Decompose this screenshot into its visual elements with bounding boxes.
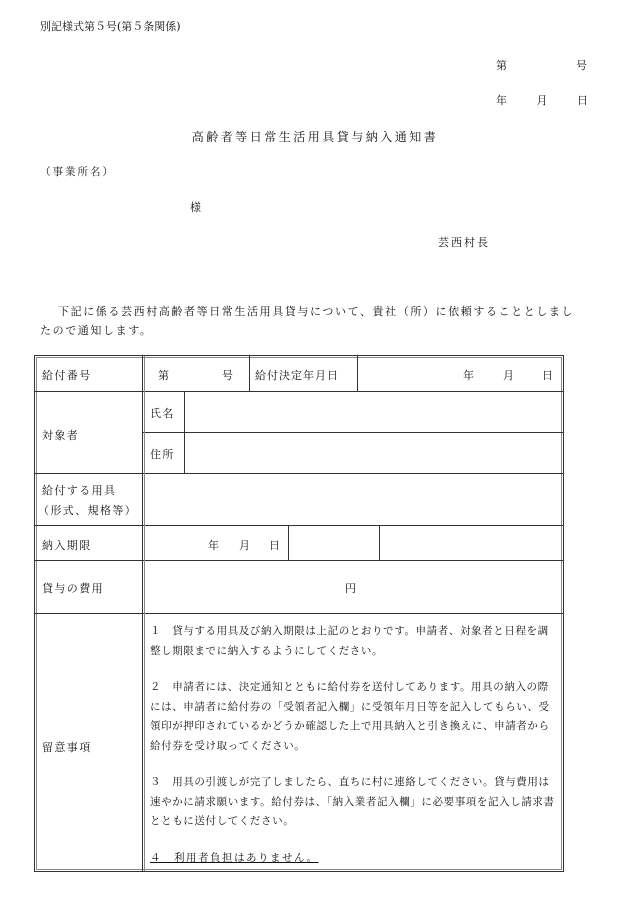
note-item-4: ４ 利用者負担はありません。: [150, 851, 319, 864]
decision-date-month: 月: [503, 369, 516, 382]
subject-label: 対象者: [42, 429, 80, 442]
decision-date-day: 日: [542, 369, 555, 382]
deadline-day: 日: [269, 539, 282, 552]
notes-list: [150, 622, 555, 885]
form-number: 別記様式第５号(第５条関係): [40, 20, 181, 33]
decision-date-label: 給付決定年月日: [255, 369, 339, 382]
name-label: 氏名: [150, 407, 175, 420]
doc-date-month: 月: [536, 94, 548, 107]
doc-date-day: 日: [577, 94, 588, 107]
cost-unit: 円: [345, 582, 358, 595]
note-item-2: ２ 申請者には、決定通知とともに給付券を送付してあります。用具の納入の際には、申請者に給付券の「受領者記入欄」に受領年月日等を記入してもらい、受領印が押印されているかどうか確認した上で用具納入と引き換えに、申請者から給付券を受け取ってください。: [150, 681, 550, 752]
intro-line-2: たので通知します。: [40, 324, 153, 337]
issuer-name: 芸西村長: [438, 236, 490, 249]
decision-date-year: 年: [463, 369, 476, 382]
document-number: [496, 57, 588, 73]
cost-label: 貸与の費用: [42, 582, 104, 595]
payment-number-dai: 第: [158, 369, 171, 382]
deadline-year: 年: [208, 539, 221, 552]
doc-number-go: 号: [576, 59, 588, 72]
notes-label: 留意事項: [42, 741, 92, 754]
address-label: 住所: [150, 448, 175, 461]
equipment-spec-label: （形式、規格等）: [38, 504, 138, 517]
doc-number-dai: 第: [496, 59, 508, 72]
note-item-1: １ 貸与する用具及び納入期限は上記のとおりです。申請者、対象者と日程を調整し期限までに納入するようにしてください。: [150, 625, 549, 657]
intro-paragraph: [40, 302, 592, 340]
honorific: 様: [190, 201, 201, 214]
payment-number-go: 号: [222, 369, 235, 382]
office-name: （事業所名）: [40, 166, 115, 178]
doc-date-year: 年: [496, 94, 507, 107]
deadline-label: 納入期限: [42, 539, 92, 552]
intro-line-1: 下記に係る芸西村高齢者等日常生活用具貸与について、貴社（所）に依頼することとしまし: [58, 305, 575, 318]
equipment-label: 給付する用具: [42, 484, 117, 497]
page-title: 高齢者等日常生活用具貸与納入通知書: [191, 130, 439, 144]
deadline-month: 月: [239, 539, 252, 552]
document-date: [496, 92, 588, 108]
payment-number-label: 給付番号: [42, 369, 92, 382]
note-item-3: ３ 用具の引渡しが完了しましたら、直ちに村に連絡してください。貸与費用は速やかに請求願います。給付券は、「納入業者記入欄」に必要事項を記入し請求書とともに送付してください。: [150, 776, 555, 827]
